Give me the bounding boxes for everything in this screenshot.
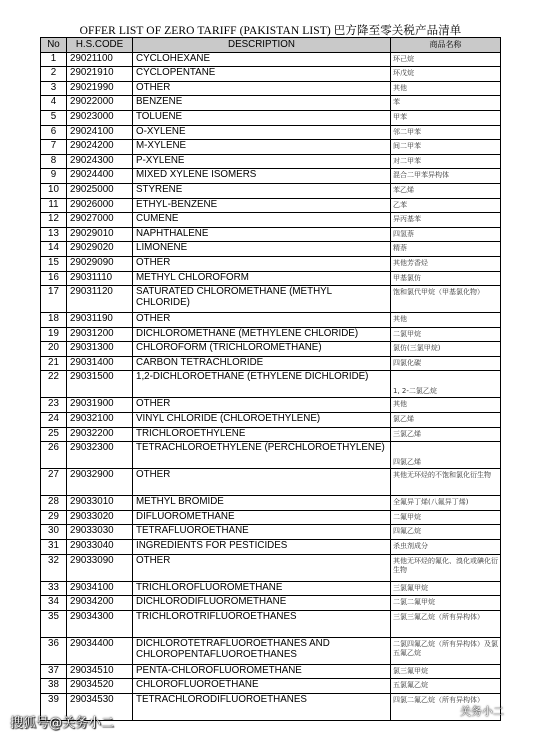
table-row	[41, 469, 501, 496]
table-row	[41, 679, 501, 694]
row-hs-code: 29032300	[67, 442, 133, 469]
row-hs-code: 29021100	[67, 52, 133, 67]
row-number: 7	[41, 140, 67, 155]
row-description: TETRACHLORODIFLUOROETHANES	[133, 694, 391, 721]
wechat-watermark-text: 关务小二	[460, 705, 504, 718]
row-description: DICHLOROMETHANE (METHYLENE CHLORIDE)	[133, 327, 391, 342]
row-chinese-name: 乙苯	[391, 198, 501, 213]
row-chinese-name: 氯乙烯	[391, 413, 501, 428]
table-row	[41, 610, 501, 637]
row-number: 24	[41, 413, 67, 428]
row-hs-code: 29029020	[67, 242, 133, 257]
row-hs-code: 29024100	[67, 125, 133, 140]
sohu-watermark: 搜狐号@关务小二	[10, 716, 115, 731]
row-number: 5	[41, 110, 67, 125]
row-number: 36	[41, 637, 67, 664]
row-number: 30	[41, 525, 67, 540]
row-hs-code: 29034520	[67, 679, 133, 694]
row-description: O-XYLENE	[133, 125, 391, 140]
row-number: 18	[41, 313, 67, 328]
table-row	[41, 540, 501, 555]
document-title: OFFER LIST OF ZERO TARIFF (PAKISTAN LIST) 巴方降至零关税产品清单	[79, 25, 462, 37]
row-chinese-name: 氯仿(三氯甲烷)	[391, 342, 501, 357]
table-row	[41, 183, 501, 198]
row-chinese-name: 其他	[391, 81, 501, 96]
row-hs-code: 29034100	[67, 581, 133, 596]
row-number: 28	[41, 496, 67, 511]
row-number: 39	[41, 694, 67, 721]
header-chinese-name: 商品名称	[391, 38, 501, 53]
row-description: OTHER	[133, 81, 391, 96]
table-body	[41, 52, 501, 720]
row-number: 17	[41, 286, 67, 313]
row-chinese-name: 氯三氟甲烷	[391, 664, 501, 679]
row-number: 8	[41, 154, 67, 169]
row-hs-code: 29023000	[67, 110, 133, 125]
row-chinese-name: 三氯三氟乙烷（所有异构体）	[391, 610, 501, 637]
table-row	[41, 327, 501, 342]
table-header-row	[41, 38, 501, 53]
row-description: INGREDIENTS FOR PESTICIDES	[133, 540, 391, 555]
row-description: SATURATED CHLOROMETHANE (METHYL CHLORIDE)	[133, 286, 391, 313]
row-chinese-name: 二氯甲烷	[391, 327, 501, 342]
row-chinese-name: 异丙基苯	[391, 213, 501, 228]
wechat-watermark	[440, 703, 504, 719]
row-chinese-name: 饱和氯代甲烷（甲基氯化物）	[391, 286, 501, 313]
table-row	[41, 413, 501, 428]
row-chinese-name: 二氯四氟乙烷（所有异构体）及氯五氟乙烷	[391, 637, 501, 664]
table-row	[41, 356, 501, 371]
row-hs-code: 29032100	[67, 413, 133, 428]
table-row	[41, 52, 501, 67]
row-hs-code: 29034300	[67, 610, 133, 637]
table-row	[41, 581, 501, 596]
tariff-table-container	[40, 37, 500, 721]
row-hs-code: 29022000	[67, 96, 133, 111]
row-chinese-name: 四氯二氟乙烷（所有异构体）	[391, 694, 501, 721]
row-description: OTHER	[133, 256, 391, 271]
row-description: MIXED XYLENE ISOMERS	[133, 169, 391, 184]
row-hs-code: 29034200	[67, 596, 133, 611]
row-number: 33	[41, 581, 67, 596]
row-chinese-name: 四氟乙烷	[391, 525, 501, 540]
table-row	[41, 67, 501, 82]
row-description: OTHER	[133, 313, 391, 328]
table-row	[41, 198, 501, 213]
row-chinese-name: 混合二甲苯异构体	[391, 169, 501, 184]
table-row	[41, 140, 501, 155]
row-chinese-name: 其他	[391, 313, 501, 328]
row-description: CUMENE	[133, 213, 391, 228]
row-number: 27	[41, 469, 67, 496]
row-description: CYCLOHEXANE	[133, 52, 391, 67]
table-row	[41, 664, 501, 679]
header-hs-code: H.S.CODE	[67, 38, 133, 53]
table-row	[41, 596, 501, 611]
row-description: CARBON TETRACHLORIDE	[133, 356, 391, 371]
table-row	[41, 525, 501, 540]
row-description: TRICHLOROFLUOROMETHANE	[133, 581, 391, 596]
row-number: 26	[41, 442, 67, 469]
row-description: OTHER	[133, 398, 391, 413]
row-description: ETHYL-BENZENE	[133, 198, 391, 213]
row-description: TRICHLOROTRIFLUOROETHANES	[133, 610, 391, 637]
header-description: DESCRIPTION	[133, 38, 391, 53]
row-chinese-name: 甲基氯仿	[391, 271, 501, 286]
row-number: 3	[41, 81, 67, 96]
row-chinese-name: 间二甲苯	[391, 140, 501, 155]
row-hs-code: 29031190	[67, 313, 133, 328]
table-row	[41, 154, 501, 169]
table-row	[41, 554, 501, 581]
row-number: 20	[41, 342, 67, 357]
row-hs-code: 29031900	[67, 398, 133, 413]
row-chinese-name: 二氟甲烷	[391, 510, 501, 525]
row-hs-code: 29021990	[67, 81, 133, 96]
table-row	[41, 125, 501, 140]
row-chinese-name: 1, 2-二氯乙烷	[391, 371, 501, 398]
row-number: 23	[41, 398, 67, 413]
row-description: TOLUENE	[133, 110, 391, 125]
table-row	[41, 242, 501, 257]
row-hs-code: 29031110	[67, 271, 133, 286]
row-number: 29	[41, 510, 67, 525]
row-description: NAPHTHALENE	[133, 227, 391, 242]
row-chinese-name: 其他芳香烃	[391, 256, 501, 271]
row-description: TRICHLOROETHYLENE	[133, 427, 391, 442]
row-chinese-name: 甲苯	[391, 110, 501, 125]
row-hs-code: 29031120	[67, 286, 133, 313]
row-chinese-name: 其他无环烃的不饱和氯化衍生物	[391, 469, 501, 496]
wechat-icon	[440, 704, 456, 718]
row-number: 9	[41, 169, 67, 184]
row-hs-code: 29026000	[67, 198, 133, 213]
row-hs-code: 29032200	[67, 427, 133, 442]
row-description: BENZENE	[133, 96, 391, 111]
row-chinese-name: 对二甲苯	[391, 154, 501, 169]
row-hs-code: 29024300	[67, 154, 133, 169]
row-number: 25	[41, 427, 67, 442]
row-chinese-name: 三氯氟甲烷	[391, 581, 501, 596]
table-row	[41, 398, 501, 413]
row-number: 14	[41, 242, 67, 257]
row-number: 13	[41, 227, 67, 242]
row-chinese-name: 苯乙烯	[391, 183, 501, 198]
row-chinese-name: 苯	[391, 96, 501, 111]
row-hs-code: 29029090	[67, 256, 133, 271]
row-hs-code: 29034400	[67, 637, 133, 664]
table-row	[41, 286, 501, 313]
row-description: TETRACHLOROETHYLENE (PERCHLOROETHYLENE)	[133, 442, 391, 469]
row-number: 1	[41, 52, 67, 67]
row-number: 21	[41, 356, 67, 371]
row-description: DIFLUOROMETHANE	[133, 510, 391, 525]
row-number: 34	[41, 596, 67, 611]
row-description: CHLOROFLUOROETHANE	[133, 679, 391, 694]
row-number: 2	[41, 67, 67, 82]
row-description: STYRENE	[133, 183, 391, 198]
row-number: 16	[41, 271, 67, 286]
row-description: 1,2-DICHLOROETHANE (ETHYLENE DICHLORIDE)	[133, 371, 391, 398]
row-hs-code: 29034510	[67, 664, 133, 679]
row-chinese-name: 精萘	[391, 242, 501, 257]
row-description: METHYL CHLOROFORM	[133, 271, 391, 286]
row-hs-code: 29021910	[67, 67, 133, 82]
table-row	[41, 342, 501, 357]
row-hs-code: 29032900	[67, 469, 133, 496]
row-hs-code: 29034530	[67, 694, 133, 721]
table-row	[41, 81, 501, 96]
row-number: 38	[41, 679, 67, 694]
table-row	[41, 271, 501, 286]
row-description: LIMONENE	[133, 242, 391, 257]
row-hs-code: 29024200	[67, 140, 133, 155]
row-hs-code: 29031400	[67, 356, 133, 371]
table-row	[41, 313, 501, 328]
row-number: 19	[41, 327, 67, 342]
row-chinese-name: 其他	[391, 398, 501, 413]
row-hs-code: 29031300	[67, 342, 133, 357]
table-row	[41, 442, 501, 469]
row-chinese-name: 四氯乙烯	[391, 442, 501, 469]
row-description: CYCLOPENTANE	[133, 67, 391, 82]
row-description: TETRAFLUOROETHANE	[133, 525, 391, 540]
row-description: M-XYLENE	[133, 140, 391, 155]
row-number: 11	[41, 198, 67, 213]
table-row	[41, 110, 501, 125]
row-number: 35	[41, 610, 67, 637]
row-number: 4	[41, 96, 67, 111]
row-hs-code: 29031500	[67, 371, 133, 398]
table-row	[41, 496, 501, 511]
row-hs-code: 29033030	[67, 525, 133, 540]
row-description: PENTA-CHLOROFLUOROMETHANE	[133, 664, 391, 679]
row-description: DICHLOROTETRAFLUOROETHANES AND CHLOROPENTAFLUOROETHANES	[133, 637, 391, 664]
row-number: 22	[41, 371, 67, 398]
row-chinese-name: 五氯氟乙烷	[391, 679, 501, 694]
row-chinese-name: 二氯二氟甲烷	[391, 596, 501, 611]
row-description: P-XYLENE	[133, 154, 391, 169]
row-hs-code: 29029010	[67, 227, 133, 242]
row-chinese-name: 环戊烷	[391, 67, 501, 82]
row-chinese-name: 邻二甲苯	[391, 125, 501, 140]
table-row	[41, 256, 501, 271]
row-hs-code: 29027000	[67, 213, 133, 228]
row-hs-code: 29024400	[67, 169, 133, 184]
row-number: 31	[41, 540, 67, 555]
row-chinese-name: 三氯乙烯	[391, 427, 501, 442]
row-description: OTHER	[133, 554, 391, 581]
row-number: 37	[41, 664, 67, 679]
table-row	[41, 637, 501, 664]
row-hs-code: 29033040	[67, 540, 133, 555]
table-row	[41, 371, 501, 398]
row-description: OTHER	[133, 469, 391, 496]
table-row	[41, 169, 501, 184]
row-number: 10	[41, 183, 67, 198]
row-hs-code: 29025000	[67, 183, 133, 198]
row-hs-code: 29031200	[67, 327, 133, 342]
header-no: No	[41, 38, 67, 53]
table-row	[41, 213, 501, 228]
row-hs-code: 29033010	[67, 496, 133, 511]
row-number: 15	[41, 256, 67, 271]
row-chinese-name: 全氟异丁烯(八氟异丁烯)	[391, 496, 501, 511]
tariff-table	[40, 37, 501, 721]
row-number: 12	[41, 213, 67, 228]
row-hs-code: 29033020	[67, 510, 133, 525]
row-chinese-name: 环己烷	[391, 52, 501, 67]
row-description: CHLOROFORM (TRICHLOROMETHANE)	[133, 342, 391, 357]
table-row	[41, 96, 501, 111]
row-chinese-name: 四氢萘	[391, 227, 501, 242]
row-description: METHYL BROMIDE	[133, 496, 391, 511]
row-description: DICHLORODIFLUOROMETHANE	[133, 596, 391, 611]
row-chinese-name: 四氯化碳	[391, 356, 501, 371]
row-number: 32	[41, 554, 67, 581]
row-number: 6	[41, 125, 67, 140]
row-chinese-name: 其他无环烃的氟化、溴化或碘化衍生物	[391, 554, 501, 581]
row-hs-code: 29033090	[67, 554, 133, 581]
table-row	[41, 427, 501, 442]
row-chinese-name: 杀虫剂成分	[391, 540, 501, 555]
row-description: VINYL CHLORIDE (CHLOROETHYLENE)	[133, 413, 391, 428]
table-row	[41, 510, 501, 525]
table-row	[41, 227, 501, 242]
